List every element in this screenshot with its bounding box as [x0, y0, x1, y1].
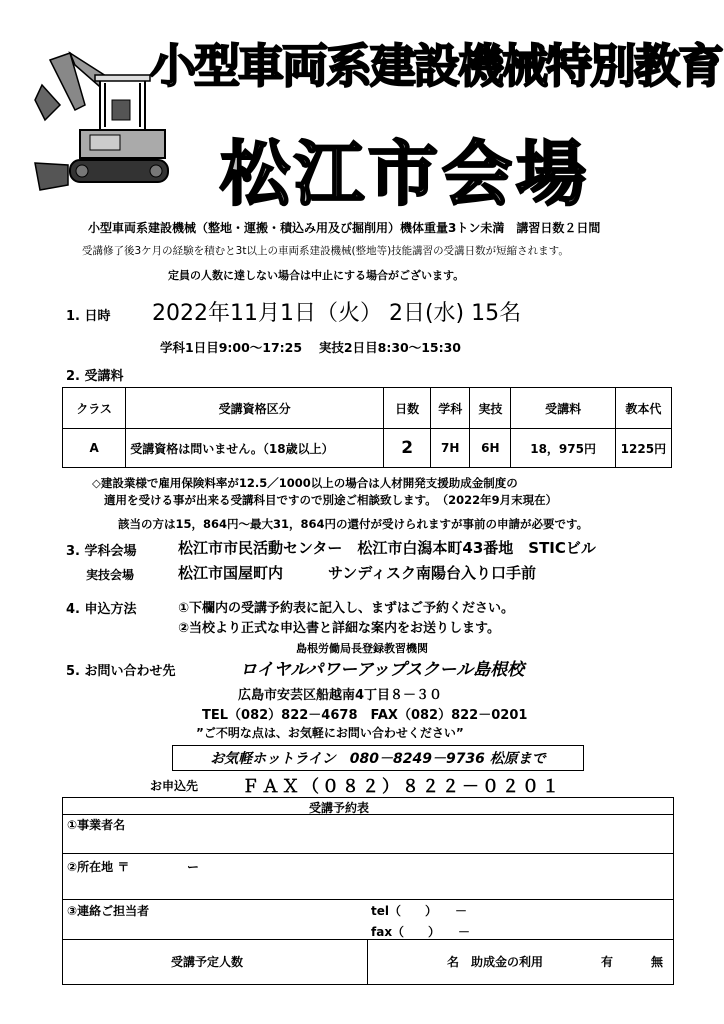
school-address: 広島市安芸区船越南4丁目８－３０ — [238, 688, 443, 703]
school-name: ロイヤルパワーアップスクール島根校 — [240, 660, 525, 680]
registration-authority: 島根労働局長登録教習機関 — [296, 642, 428, 655]
subsidy-line3: 該当の方は15，864円～最大31，864円の還付が受けられますが事前の申請が必要です。 — [118, 517, 589, 531]
subsidy-line1: ◇建設業様で雇用保険料率が12.5／1000以上の場合は人材開発支援助成金制度の — [92, 476, 518, 490]
fee-header-days: 日数 — [384, 388, 431, 429]
title-main: 小型車両系建設機械特別教育 — [150, 39, 722, 93]
practical-label: 実技会場 — [86, 568, 135, 582]
form-company-label: ①事業者名 — [67, 818, 126, 832]
fee-cell-days: 2 — [384, 429, 431, 468]
apply-step2: ②当校より正式な申込書と詳細な案内をお送りします。 — [178, 621, 500, 636]
fee-cell-lecture: 7H — [431, 429, 470, 468]
note-shortening: 受講修了後3ケ月の経験を積むと3t以上の車両系建設機械(整地等)技能講習の受講日数が短縮されます。 — [82, 245, 569, 257]
form-address-label: ②所在地 〒 — [67, 860, 130, 874]
contact-invitation: ”ご不明な点は、お気軽にお問い合わせください” — [196, 726, 464, 740]
fee-header-textbook: 教本代 — [615, 388, 671, 429]
contact-label: 5. お問い合わせ先 — [66, 664, 176, 679]
venue-label: 3. 学科会場 — [66, 544, 137, 559]
fee-cell-qualification: 受講資格は問いません。（18歳以上） — [126, 429, 384, 468]
reservation-form — [62, 797, 674, 985]
note-cancellation: 定員の人数に達しない場合は中止にする場合がございます。 — [168, 269, 465, 282]
form-person-label: ③連絡ご担当者 — [67, 904, 150, 918]
venue-lecture: 松江市市民活動センター 松江市白潟本町43番地 STICビル — [178, 539, 596, 557]
fee-header-practical: 実技 — [470, 388, 511, 429]
venue-practical: 松江市国屋町内 サンディスク南陽台入り口手前 — [178, 564, 537, 582]
form-address-field[interactable] — [153, 856, 663, 896]
fee-cell-fee: 18，975円 — [511, 429, 615, 468]
subsidy-line2: 適用を受ける事が出来る受講科目ですので別途ご相談致します。 （2022年9月末現在） — [104, 493, 558, 507]
fee-cell-textbook: 1225円 — [615, 429, 671, 468]
schedule-label: 1. 日時 — [66, 309, 111, 324]
excavator-illustration — [30, 45, 170, 195]
form-fax[interactable]: fax（ ） － — [371, 925, 471, 939]
fee-header-qualification: 受講資格区分 — [126, 388, 384, 429]
form-postal-dash: ー — [187, 860, 200, 874]
school-tel-fax: TEL（082）822－4678 FAX（082）822－0201 — [202, 708, 528, 723]
form-attendees-unit: 名 — [447, 955, 460, 969]
form-divider — [367, 939, 368, 984]
form-subsidy-no[interactable]: 無 — [651, 955, 664, 969]
hotline-box — [172, 745, 584, 771]
fee-header-fee: 受講料 — [511, 388, 615, 429]
schedule-date: 2022年11月1日（火） 2日(水) 15名 — [152, 301, 522, 326]
apply-step1: ①下欄内の受講予約表に記入し、まずはご予約ください。 — [178, 601, 515, 616]
fax-number: ＦＡＸ（０８２）８２２－０２０１ — [242, 777, 562, 797]
form-subsidy-label: 助成金の利用 — [471, 955, 544, 969]
form-tel[interactable]: tel（ ） － — [371, 904, 467, 918]
course-subtitle: 小型車両系建設機械（整地・運搬・積込み用及び掘削用）機体重量3トン未満 講習日数２日間 — [88, 221, 601, 235]
fee-cell-class: A — [63, 429, 126, 468]
fee-cell-practical: 6H — [470, 429, 511, 468]
title-venue: 松江市会場 — [220, 133, 590, 215]
fax-label: お申込先 — [150, 779, 199, 793]
apply-label: 4. 申込方法 — [66, 602, 137, 617]
fee-table — [62, 387, 672, 468]
fee-label: 2. 受講料 — [66, 369, 124, 384]
hotline-text: お気軽ホットライン 080－8249－9736 松原まで — [210, 751, 546, 767]
form-company-field[interactable] — [153, 816, 663, 850]
fee-header-class: クラス — [63, 388, 126, 429]
form-attendees-label: 受講予定人数 — [171, 955, 244, 969]
schedule-times: 学科1日目9:00～17:25 実技2日目8:30～15:30 — [160, 340, 462, 355]
form-title: 受講予約表 — [309, 801, 370, 815]
fee-header-lecture: 学科 — [431, 388, 470, 429]
form-subsidy-yes[interactable]: 有 — [601, 955, 614, 969]
